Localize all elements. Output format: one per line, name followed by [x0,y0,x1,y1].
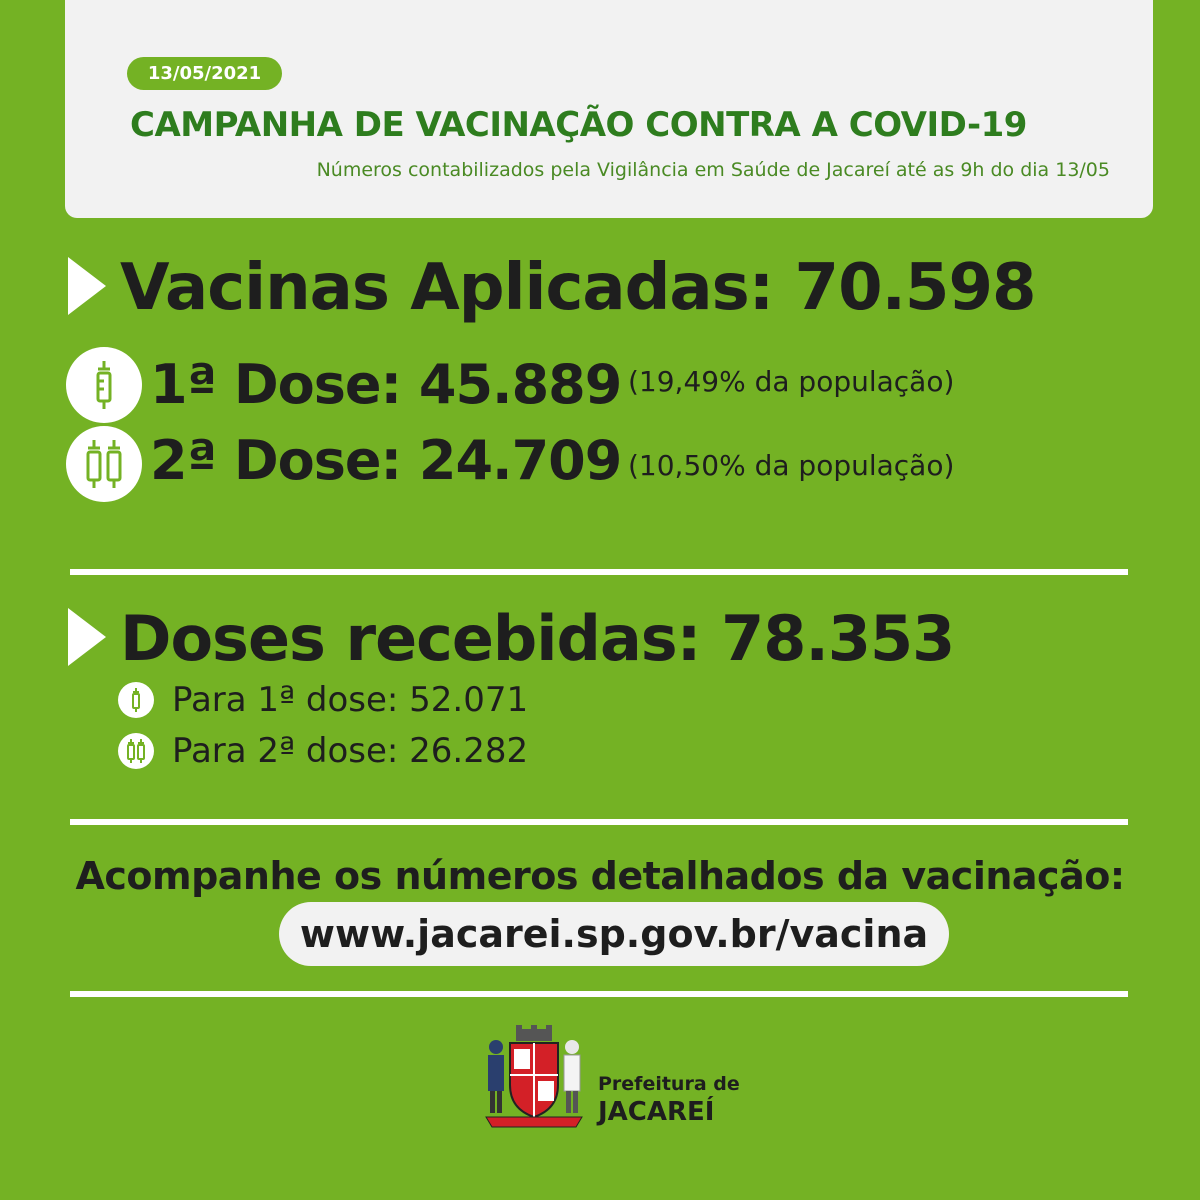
syringe-icon [66,347,142,423]
arrow-right-icon [66,606,108,668]
syringe-icon [118,682,154,718]
arrow-right-icon [66,255,108,317]
divider [70,569,1128,575]
dose1-applied: 1ª Dose: 45.889 [150,353,622,416]
follow-text: Acompanhe os números detalhados da vacinação: [75,854,1125,898]
received-dose1: Para 1ª dose: 52.071 [172,680,529,720]
divider [70,819,1128,825]
dose1-percentage: (19,49% da população) [628,365,955,398]
coat-of-arms-icon [478,1025,590,1131]
campaign-subtitle: Números contabilizados pela Vigilância em Saúde de Jacareí até as 9h do dia 13/05 [316,159,1110,181]
received-dose2: Para 2ª dose: 26.282 [172,731,529,771]
logo-line2: JACAREÍ [598,1097,715,1127]
divider [70,991,1128,997]
logo-line1: Prefeitura de [598,1073,740,1095]
received-heading: Doses recebidas: 78.353 [120,602,955,675]
date-badge: 13/05/2021 [127,57,282,90]
dose2-applied: 2ª Dose: 24.709 [150,429,622,492]
two-syringes-icon [66,426,142,502]
campaign-title: CAMPANHA DE VACINAÇÃO CONTRA A COVID-19 [130,105,1027,145]
dose2-percentage: (10,50% da população) [628,449,955,482]
vaccine-url-link[interactable]: www.jacarei.sp.gov.br/vacina [279,902,949,966]
applied-heading: Vacinas Aplicadas: 70.598 [120,251,1036,325]
two-syringes-icon [118,733,154,769]
